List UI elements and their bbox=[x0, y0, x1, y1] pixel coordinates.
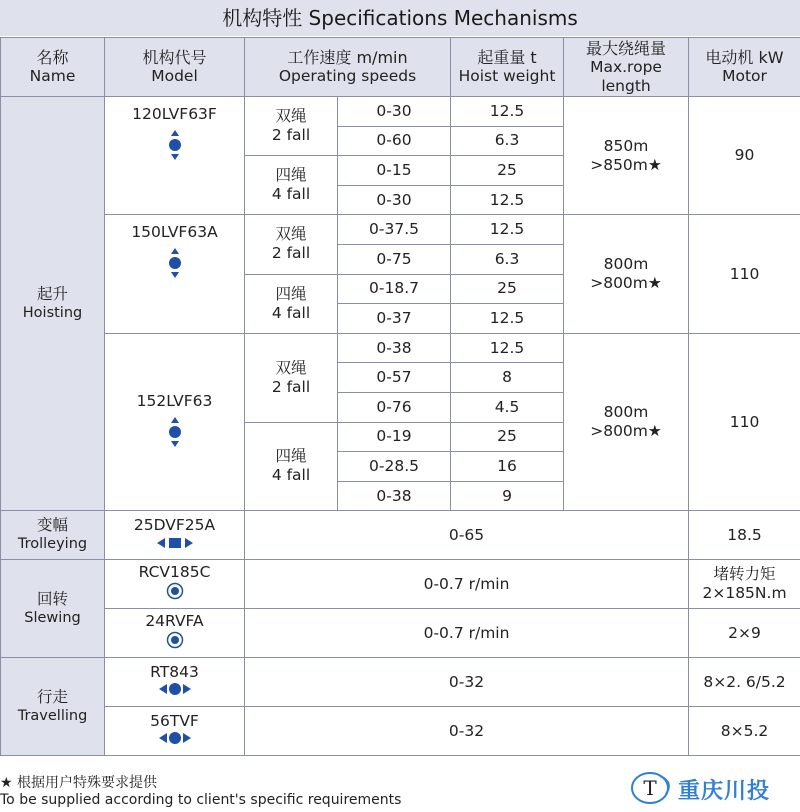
company-logo bbox=[628, 768, 798, 808]
speed-cell: 0-38 bbox=[338, 333, 451, 363]
horizontal-travel-icon bbox=[158, 731, 192, 749]
speed-cell: 0-37 bbox=[338, 304, 451, 334]
speed-cell: 0-76 bbox=[338, 392, 451, 422]
fall-label: 四绳 4 fall bbox=[245, 274, 338, 333]
logo-text: 重庆川投 bbox=[678, 779, 771, 804]
fall-label: 双绳 2 fall bbox=[245, 333, 338, 422]
weight-cell: 25 bbox=[451, 274, 564, 304]
footnote bbox=[0, 775, 401, 809]
weight-cell: 25 bbox=[451, 156, 564, 186]
trolleying-name-cell: 变幅 Trolleying bbox=[1, 511, 105, 560]
speed-cell: 0-18.7 bbox=[338, 274, 451, 304]
trolley-model-cell: 25DVF25A bbox=[105, 511, 245, 560]
fall-label: 四绳 4 fall bbox=[245, 156, 338, 215]
motor-cell: 堵转力矩 2×185N.m bbox=[689, 560, 800, 609]
slewing-name-cell: 回转 Slewing bbox=[1, 560, 105, 658]
hoist-model-cell: 120LVF63F bbox=[105, 97, 245, 215]
header-model: 机构代号 Model bbox=[105, 38, 245, 97]
speed-cell: 0-0.7 r/min bbox=[245, 560, 689, 609]
motor-cell: 90 bbox=[689, 97, 800, 215]
travelling-name-cell: 行走 Travelling bbox=[1, 658, 105, 756]
motor-cell: 110 bbox=[689, 333, 800, 511]
hoisting-name-cell: 起升 Hoisting bbox=[1, 97, 105, 511]
speed-cell: 0-30 bbox=[338, 97, 451, 127]
fall-label: 四绳 4 fall bbox=[245, 422, 338, 511]
vertical-hoist-icon bbox=[167, 248, 183, 283]
motor-cell: 18.5 bbox=[689, 511, 800, 560]
rope-cell: 850m >850m★ bbox=[564, 97, 689, 215]
speed-cell: 0-60 bbox=[338, 126, 451, 156]
weight-cell: 12.5 bbox=[451, 333, 564, 363]
speed-cell: 0-65 bbox=[245, 511, 689, 560]
fall-label: 双绳 2 fall bbox=[245, 215, 338, 274]
weight-cell: 16 bbox=[451, 452, 564, 482]
speed-cell: 0-0.7 r/min bbox=[245, 609, 689, 658]
speed-cell: 0-75 bbox=[338, 244, 451, 274]
horizontal-trolley-icon bbox=[155, 535, 195, 553]
speed-cell: 0-38 bbox=[338, 481, 451, 511]
motor-cell: 8×5.2 bbox=[689, 707, 800, 756]
weight-cell: 8 bbox=[451, 363, 564, 393]
header-weight: 起重量 t Hoist weight bbox=[451, 38, 564, 97]
footnote-zh: ★ 根据用户特殊要求提供 bbox=[0, 775, 158, 791]
motor-cell: 110 bbox=[689, 215, 800, 333]
speed-cell: 0-28.5 bbox=[338, 452, 451, 482]
speed-cell: 0-19 bbox=[338, 422, 451, 452]
speed-cell: 0-57 bbox=[338, 363, 451, 393]
weight-cell: 25 bbox=[451, 422, 564, 452]
slew-model-cell: RCV185C bbox=[105, 560, 245, 609]
rotation-icon bbox=[166, 635, 184, 653]
header-speed: 工作速度 m/min Operating speeds bbox=[245, 38, 451, 97]
motor-cell: 8×2. 6/5.2 bbox=[689, 658, 800, 707]
fall-label: 双绳 2 fall bbox=[245, 97, 338, 156]
weight-cell: 9 bbox=[451, 481, 564, 511]
weight-cell: 6.3 bbox=[451, 244, 564, 274]
slew-model-cell: 24RVFA bbox=[105, 609, 245, 658]
speed-cell: 0-32 bbox=[245, 658, 689, 707]
header-rope: 最大绕绳量 Max.rope length bbox=[564, 38, 689, 97]
hoist-model-cell: 152LVF63 bbox=[105, 333, 245, 511]
rotation-icon bbox=[166, 586, 184, 604]
header-name: 名称 Name bbox=[1, 38, 105, 97]
weight-cell: 12.5 bbox=[451, 215, 564, 245]
weight-cell: 12.5 bbox=[451, 185, 564, 215]
hoist-model-cell: 150LVF63A bbox=[105, 215, 245, 333]
speed-cell: 0-37.5 bbox=[338, 215, 451, 245]
weight-cell: 12.5 bbox=[451, 304, 564, 334]
rope-cell: 800m >800m★ bbox=[564, 333, 689, 511]
vertical-hoist-icon bbox=[167, 130, 183, 165]
rope-cell: 800m >800m★ bbox=[564, 215, 689, 333]
travel-model-cell: RT843 bbox=[105, 658, 245, 707]
travel-model-cell: 56TVF bbox=[105, 707, 245, 756]
speed-cell: 0-15 bbox=[338, 156, 451, 186]
header-motor: 电动机 kW Motor bbox=[689, 38, 800, 97]
footnote-en: To be supplied according to client's specific requirements bbox=[0, 792, 402, 808]
weight-cell: 12.5 bbox=[451, 97, 564, 127]
table-title: 机构特性 Specifications Mechanisms bbox=[0, 0, 800, 36]
speed-cell: 0-32 bbox=[245, 707, 689, 756]
svg-text:T: T bbox=[643, 776, 657, 800]
spec-table bbox=[0, 37, 800, 756]
horizontal-travel-icon bbox=[158, 682, 192, 700]
vertical-hoist-icon bbox=[167, 417, 183, 452]
motor-cell: 2×9 bbox=[689, 609, 800, 658]
speed-cell: 0-30 bbox=[338, 185, 451, 215]
weight-cell: 6.3 bbox=[451, 126, 564, 156]
weight-cell: 4.5 bbox=[451, 392, 564, 422]
